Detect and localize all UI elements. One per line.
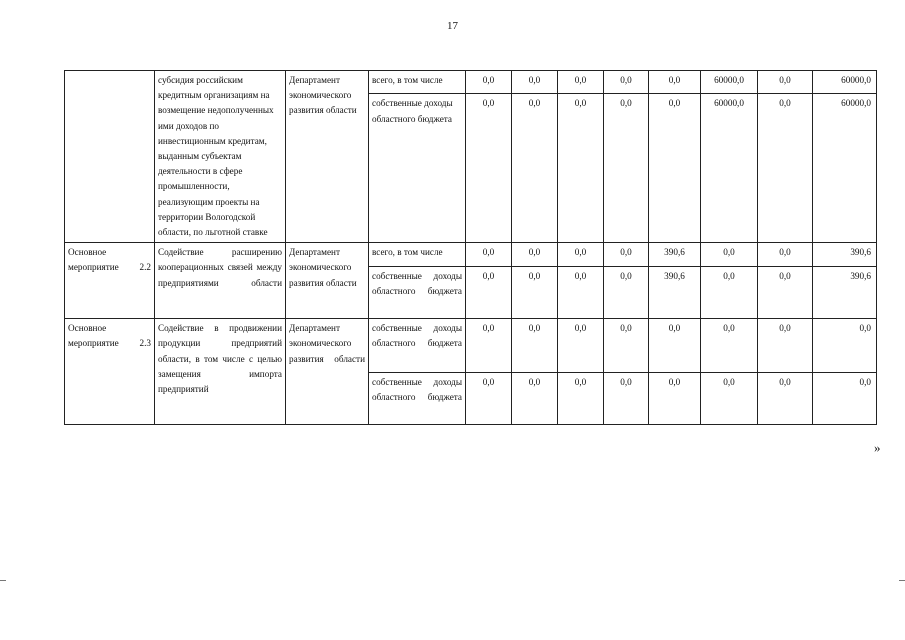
value-cell: 0,0 bbox=[758, 319, 813, 373]
value-cell: 0,0 bbox=[758, 94, 813, 243]
value-cell: 0,0 bbox=[604, 373, 649, 425]
value-cell: 390,6 bbox=[649, 243, 701, 267]
activity-cell: Основное мероприятие 2.2 bbox=[65, 243, 155, 319]
value-cell: 0,0 bbox=[512, 373, 558, 425]
value-cell: 0,0 bbox=[701, 373, 758, 425]
funding-source-cell: всего, в том числе bbox=[369, 243, 466, 267]
budget-table bbox=[64, 70, 877, 425]
value-cell: 390,6 bbox=[649, 267, 701, 319]
value-cell: 0,0 bbox=[558, 373, 604, 425]
value-cell: 0,0 bbox=[604, 71, 649, 94]
executor-cell: Департамент экономического развития области bbox=[286, 243, 369, 319]
value-cell: 0,0 bbox=[604, 243, 649, 267]
total-value-cell: 390,6 bbox=[813, 267, 877, 319]
value-cell: 0,0 bbox=[466, 319, 512, 373]
value-cell: 0,0 bbox=[512, 243, 558, 267]
page-number: 17 bbox=[447, 20, 458, 32]
value-cell: 0,0 bbox=[649, 71, 701, 94]
value-cell: 0,0 bbox=[466, 267, 512, 319]
description-cell: субсидия российским кредитным организациям на возмещение недополученных ими доходов по инвестиционным кредитам, выданным субъектам деятельности в сфере промышленности, реализующим проекты на территории Вологодской области, по льготной ставке bbox=[155, 71, 286, 243]
value-cell: 0,0 bbox=[604, 267, 649, 319]
executor-cell: Департамент экономического развития области bbox=[286, 71, 369, 243]
total-value-cell: 0,0 bbox=[813, 373, 877, 425]
value-cell: 0,0 bbox=[466, 373, 512, 425]
activity-cell: Основное мероприятие 2.3 bbox=[65, 319, 155, 425]
funding-source-cell: всего, в том числе bbox=[369, 71, 466, 94]
funding-source-cell: собственные доходы областного бюджета bbox=[369, 319, 466, 373]
value-cell: 0,0 bbox=[758, 267, 813, 319]
table-row bbox=[65, 243, 877, 267]
funding-source-cell: собственные доходы областного бюджета bbox=[369, 94, 466, 243]
value-cell: 0,0 bbox=[512, 267, 558, 319]
value-cell: 0,0 bbox=[558, 71, 604, 94]
total-value-cell: 60000,0 bbox=[813, 94, 877, 243]
value-cell: 0,0 bbox=[512, 319, 558, 373]
value-cell: 0,0 bbox=[649, 373, 701, 425]
value-cell: 0,0 bbox=[604, 94, 649, 243]
value-cell: 0,0 bbox=[649, 319, 701, 373]
value-cell: 0,0 bbox=[758, 373, 813, 425]
table-row bbox=[65, 319, 877, 373]
value-cell: 0,0 bbox=[649, 94, 701, 243]
table-row bbox=[65, 71, 877, 94]
total-value-cell: 0,0 bbox=[813, 319, 877, 373]
value-cell: 0,0 bbox=[558, 94, 604, 243]
value-cell: 0,0 bbox=[558, 243, 604, 267]
value-cell: 0,0 bbox=[758, 71, 813, 94]
value-cell: 0,0 bbox=[466, 243, 512, 267]
value-cell: 0,0 bbox=[701, 319, 758, 373]
right-edge-mark bbox=[899, 580, 905, 581]
value-cell: 0,0 bbox=[701, 267, 758, 319]
value-cell: 60000,0 bbox=[701, 94, 758, 243]
total-value-cell: 390,6 bbox=[813, 243, 877, 267]
activity-cell bbox=[65, 71, 155, 243]
value-cell: 0,0 bbox=[512, 94, 558, 243]
value-cell: 0,0 bbox=[558, 319, 604, 373]
value-cell: 0,0 bbox=[512, 71, 558, 94]
value-cell: 0,0 bbox=[701, 243, 758, 267]
executor-cell: Департамент экономического развития области bbox=[286, 319, 369, 425]
description-cell: Содействие расширению кооперационных связей между предприятиями области bbox=[155, 243, 286, 319]
value-cell: 0,0 bbox=[558, 267, 604, 319]
funding-source-cell: собственные доходы областного бюджета bbox=[369, 267, 466, 319]
left-edge-mark bbox=[0, 580, 6, 581]
funding-source-cell: собственные доходы областного бюджета bbox=[369, 373, 466, 425]
total-value-cell: 60000,0 bbox=[813, 71, 877, 94]
value-cell: 0,0 bbox=[758, 243, 813, 267]
value-cell: 60000,0 bbox=[701, 71, 758, 94]
value-cell: 0,0 bbox=[466, 71, 512, 94]
description-cell: Содействие в продвижении продукции предприятий области, в том числе с целью замещения импорта предприятий bbox=[155, 319, 286, 425]
closing-quote-mark: » bbox=[874, 440, 881, 455]
value-cell: 0,0 bbox=[466, 94, 512, 243]
value-cell: 0,0 bbox=[604, 319, 649, 373]
